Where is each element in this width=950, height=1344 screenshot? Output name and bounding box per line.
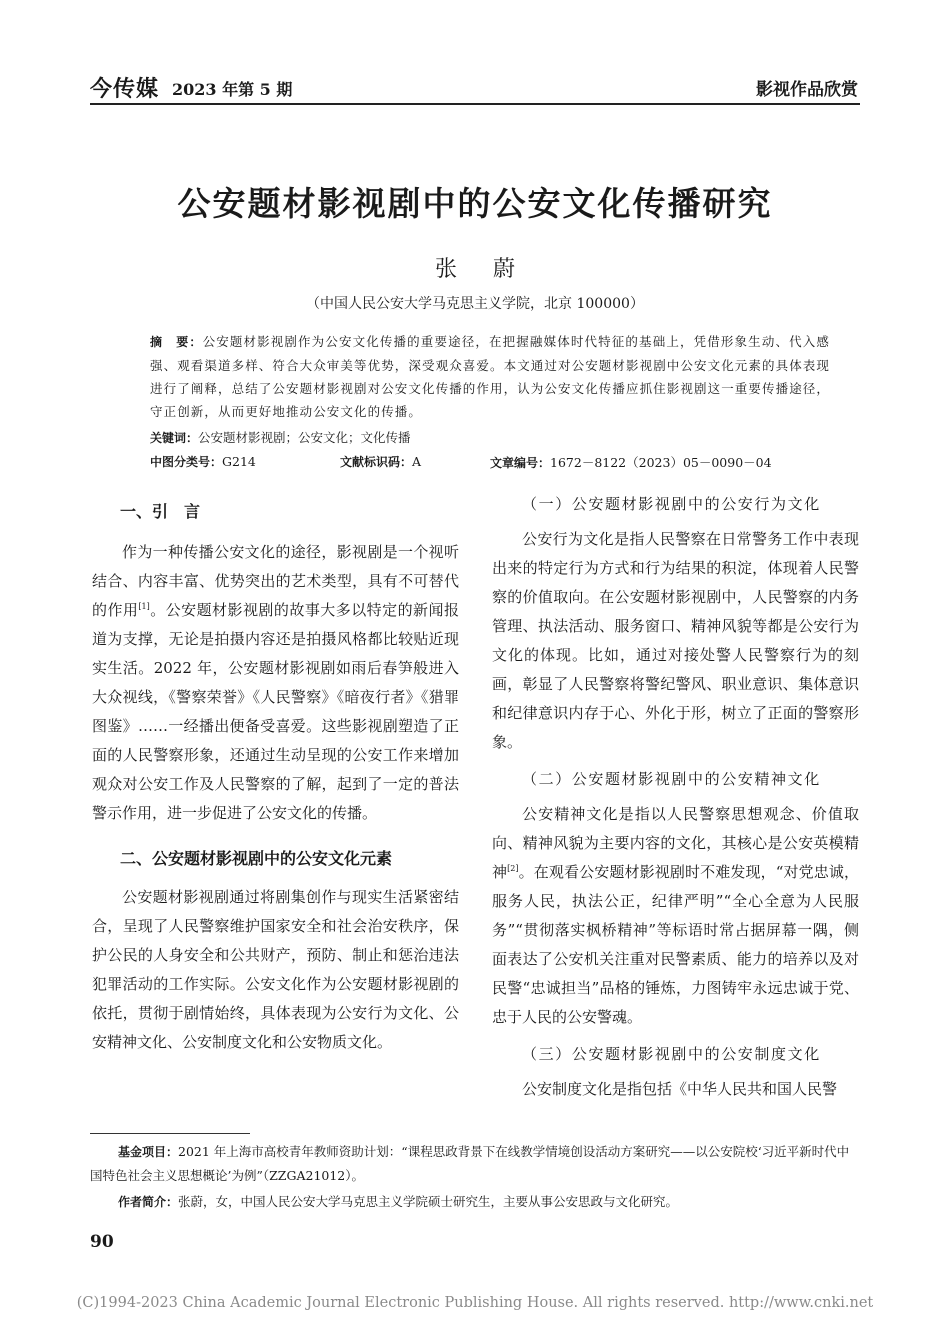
article-value: 1672－8122（2023）05－0090－04 xyxy=(550,455,772,470)
document-code xyxy=(340,453,421,470)
citation-2: [2] xyxy=(507,864,519,873)
section-heading-elements: 二、公安题材影视剧中的公安文化元素 xyxy=(120,849,393,868)
header-rule xyxy=(90,103,860,105)
citation-1: [1] xyxy=(138,602,150,611)
clc-number xyxy=(150,453,256,470)
funding-label: 基金项目： xyxy=(118,1145,179,1159)
subsection-heading-system: （三）公安题材影视剧中的公安制度文化 xyxy=(522,1045,821,1063)
author-bio-label: 作者简介： xyxy=(118,1195,179,1209)
abstract-label: 摘 要： xyxy=(150,335,203,349)
journal-name: 今传媒 xyxy=(90,77,160,102)
keywords-text: 公安题材影视剧；公安文化；文化传播 xyxy=(198,430,411,445)
right-column xyxy=(492,490,859,1104)
article-title: 公安题材影视剧中的公安文化传播研究 xyxy=(177,184,773,223)
author-bio-text: 张蔚，女，中国人民公安大学马克思主义学院硕士研究生，主要从事公安思政与文化研究。 xyxy=(178,1194,679,1209)
section-label: 影视作品欣赏 xyxy=(756,80,858,100)
spirit-text-1: 公安精神文化是指以人民警察思想观念、价值取向、精神风貌为主要内容的文化，其核心是公安英模精神 xyxy=(492,805,859,881)
doc-value: A xyxy=(412,454,422,469)
subsection-heading-behavior: （一）公安题材影视剧中的公安行为文化 xyxy=(522,495,821,513)
clc-value: G214 xyxy=(222,454,256,469)
section-heading-intro: 一、引 言 xyxy=(120,502,201,521)
subsection-heading-spirit: （二）公安题材影视剧中的公安精神文化 xyxy=(522,770,821,788)
elements-paragraph: 公安题材影视剧通过将剧集创作与现实生活紧密结合，呈现了人民警察维护国家安全和社会治安秩序，保护公民的人身安全和公共财产，预防、制止和惩治违法犯罪活动的工作实际。公安文化作为公安题材影视剧的依托，贯彻于剧情始终，具体表现为公安行为文化、公安精神文化、公安制度文化和公安物质文化。 xyxy=(92,888,459,1051)
footnote-rule xyxy=(90,1133,250,1134)
system-paragraph: 公安制度文化是指包括《中华人民共和国人民警 xyxy=(522,1080,838,1098)
abstract xyxy=(150,330,830,423)
spirit-paragraph xyxy=(492,800,859,1032)
article-label: 文章编号： xyxy=(490,456,551,470)
author-bio xyxy=(90,1190,860,1214)
issue-label: 2023 年第 5 期 xyxy=(172,80,293,99)
intro-paragraph xyxy=(92,538,459,828)
funding-note xyxy=(90,1140,860,1187)
author-name: 张蔚 xyxy=(434,257,551,282)
intro-text-2: 。公安题材影视剧的故事大多以特定的新闻报道为支撑，无论是拍摄内容还是拍摄风格都比较贴近现实生活。2022 年，公安题材影视剧如雨后春笋般进入大众视线，《警察荣誉》《人民警察》《暗夜行者》《猎罪图鉴》……一经播出便备受喜爱。这些影视剧塑造了正面的人民警察形象，还通过生动呈现的公安工作来增加观众对公安工作及人民警察的了解，起到了一定的普法警示作用，进一步促进了公安文化的传播。 xyxy=(92,601,459,822)
page-number: 90 xyxy=(90,1232,114,1252)
behavior-paragraph: 公安行为文化是指人民警察在日常警务工作中表现出来的特定行为方式和行为结果的积淀，体现着人民警察的价值取向。在公安题材影视剧中，人民警察的内务管理、执法活动、服务窗口、精神风貌等都是公安行为文化的体现。比如，通过对接处警人民警察行为的刻画，彰显了人民警察将警纪警风、职业意识、集体意识和纪律意识内存于心、外化于形，树立了正面的警察形象。 xyxy=(492,530,859,751)
doc-label: 文献标识码： xyxy=(340,455,413,469)
clc-label: 中图分类号： xyxy=(150,455,223,469)
keywords-label: 关键词： xyxy=(150,431,199,445)
article-number xyxy=(490,453,772,471)
spirit-text-2: 。在观看公安题材影视剧时不难发现，“对党忠诚，服务人民，执法公正，纪律严明”“全心全意为人民服务”“贯彻落实枫桥精神”等标语时常占据屏幕一隅，侧面表达了公安机关注重对民警素质、能力的培养以及对民警“忠诚担当”品格的锤炼，力图铸牢永远忠诚于党、忠于人民的公安警魂。 xyxy=(492,863,859,1026)
copyright-notice: (C)1994-2023 China Academic Journal Electronic Publishing House. All rights reserved. http://www.cnki.net xyxy=(76,1295,874,1311)
abstract-text: 公安题材影视剧作为公安文化传播的重要途径，在把握融媒体时代特征的基础上，凭借形象生动、代入感强、观看渠道多样、符合大众审美等优势，深受观众喜爱。本文通过对公安题材影视剧中公安文化元素的具体表现进行了阐释，总结了公安题材影视剧对公安文化传播的作用，认为公安文化传播应抓住影视剧这一重要传播途径，守正创新，从而更好地推动公安文化的传播。 xyxy=(150,334,831,419)
funding-text: 2021 年上海市高校青年教师资助计划：“课程思政背景下在线教学情境创设活动方案研究——以公安院校‘习近平新时代中国特色社会主义思想概论’为例”（ZZGA21012）。 xyxy=(90,1144,850,1183)
left-column xyxy=(92,497,459,1057)
keywords xyxy=(150,428,830,446)
intro-text-1: 作为一种传播公安文化的途径，影视剧是一个视听结合、内容丰富、优势突出的艺术类型，具有不可替代的作用 xyxy=(92,543,459,619)
author-affiliation: （中国人民公安大学马克思主义学院，北京 100000） xyxy=(306,296,644,312)
